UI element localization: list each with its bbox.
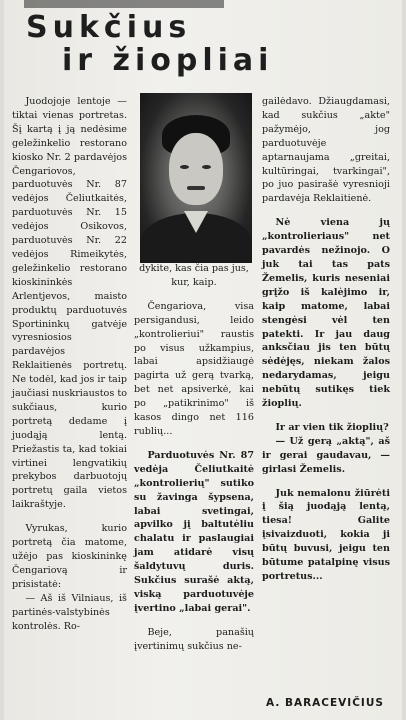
paragraph: Juodojoje lentoje —tiktai vienas portretas. Šį kartą į ją nedėsime geležinkelio restorano kiosko Nr. 2 pardavėjos Čengariovos, parduotuvės Nr. 87 vedėjos Čeliutkaitės, parduotuvės Nr. 15 vedėjos Osikovos, parduotuvės Nr. 22 vedėjos Rimeikytės, geležinkelio restorano kioskininkės Arlentjevos, maisto produktų parduotuvės Sportininkų gatvėje vyresniosios pardavėjos Reklaitienės portretų. Ne todėl, kad jos ir taip jaučiasi nuskriaustos to sukčiaus, kurio portretą dedame į juodąją lentą. Priežastis ta, kad tokiai virtinei lengvatikių prekybos darbuotojų portretų gaila vietos laikraštyje. xyxy=(12,96,127,511)
top-rule xyxy=(24,0,224,8)
paragraph: Parduotuvės Nr. 87 vedėja Čeliutkaitė „kontrolierių" sutiko su žavinga šypsena, labai svetingai, apvilko jį baltutėliu chalatu ir paslaugiai jam atidarė visų šaldytuvų duris. Sukčius surašė aktą, viską parduotuvėje įvertino „labai gerai". xyxy=(134,449,254,614)
paragraph: Vyrukas, kurio portretą čia matome, užėjo pas kioskininkę Čengariovą ir prisistatė: xyxy=(12,523,127,590)
paragraph: dykite, kas čia pas jus, kur, kaip. xyxy=(139,263,249,288)
paragraph: — Už gerą „aktą", aš ir gerai gaudavau, —girlasi Žemelis. xyxy=(262,435,390,475)
headline-line-2: ir žiopliai xyxy=(62,43,274,78)
article-column-left xyxy=(12,95,127,633)
paragraph: Juk nemalonu žiūrėti į šią juodąją lentą, tiesa! Galite įsivaizduoti, kokia ji būtų buvusi, jeigu ten būtume patalpinę visus portretus... xyxy=(262,487,390,582)
article-column-middle xyxy=(134,262,254,654)
paragraph: Ir ar vien tik žioplių? xyxy=(275,421,389,433)
author-signature: A. BARACEVIČIUS xyxy=(266,697,384,709)
paragraph: gailėdavo. Džiaugdamasi, kad sukčius „akte" pažymėjo, jog parduotuvėje aptarnaujama „greitai, kultūringai, tvarkingai", po juo pasirašė vyresnioji pardavėja Reklaitienė. xyxy=(262,96,390,205)
paragraph: Čengariova, visa persigandusi, leido „kontrolieriui" raustis po visus užkampius, labai apsidžiaugė pagirta už gerą tvarką, bet net apsiverkė, kai po „patikrinimo" iš kasos dingo net 116 rublių... xyxy=(134,300,254,437)
portrait-photo xyxy=(140,93,252,263)
article-column-right xyxy=(262,95,390,584)
newspaper-clipping xyxy=(4,0,402,720)
headline-line-1: Sukčius xyxy=(26,10,192,45)
paragraph: Nė viena jų „kontrolieriaus" net pavardės nežinojo. O juk tai tas pats Žemelis, kuris neseniai grįžo iš kalėjimo ir, kaip matome, labai stengėsi vėl ten patekti. Ir jau daug anksčiau jis ten būtų sėdėjęs, niekam žalos nedarydamas, jeigu nebūtų sutikęs tiek žioplių. xyxy=(262,217,390,410)
paragraph: Beje, panašių įvertinimų sukčius ne- xyxy=(134,626,254,652)
paragraph: — Aš iš Vilniaus, iš partinės-valstybinės kontrolės. Ro- xyxy=(12,592,127,632)
